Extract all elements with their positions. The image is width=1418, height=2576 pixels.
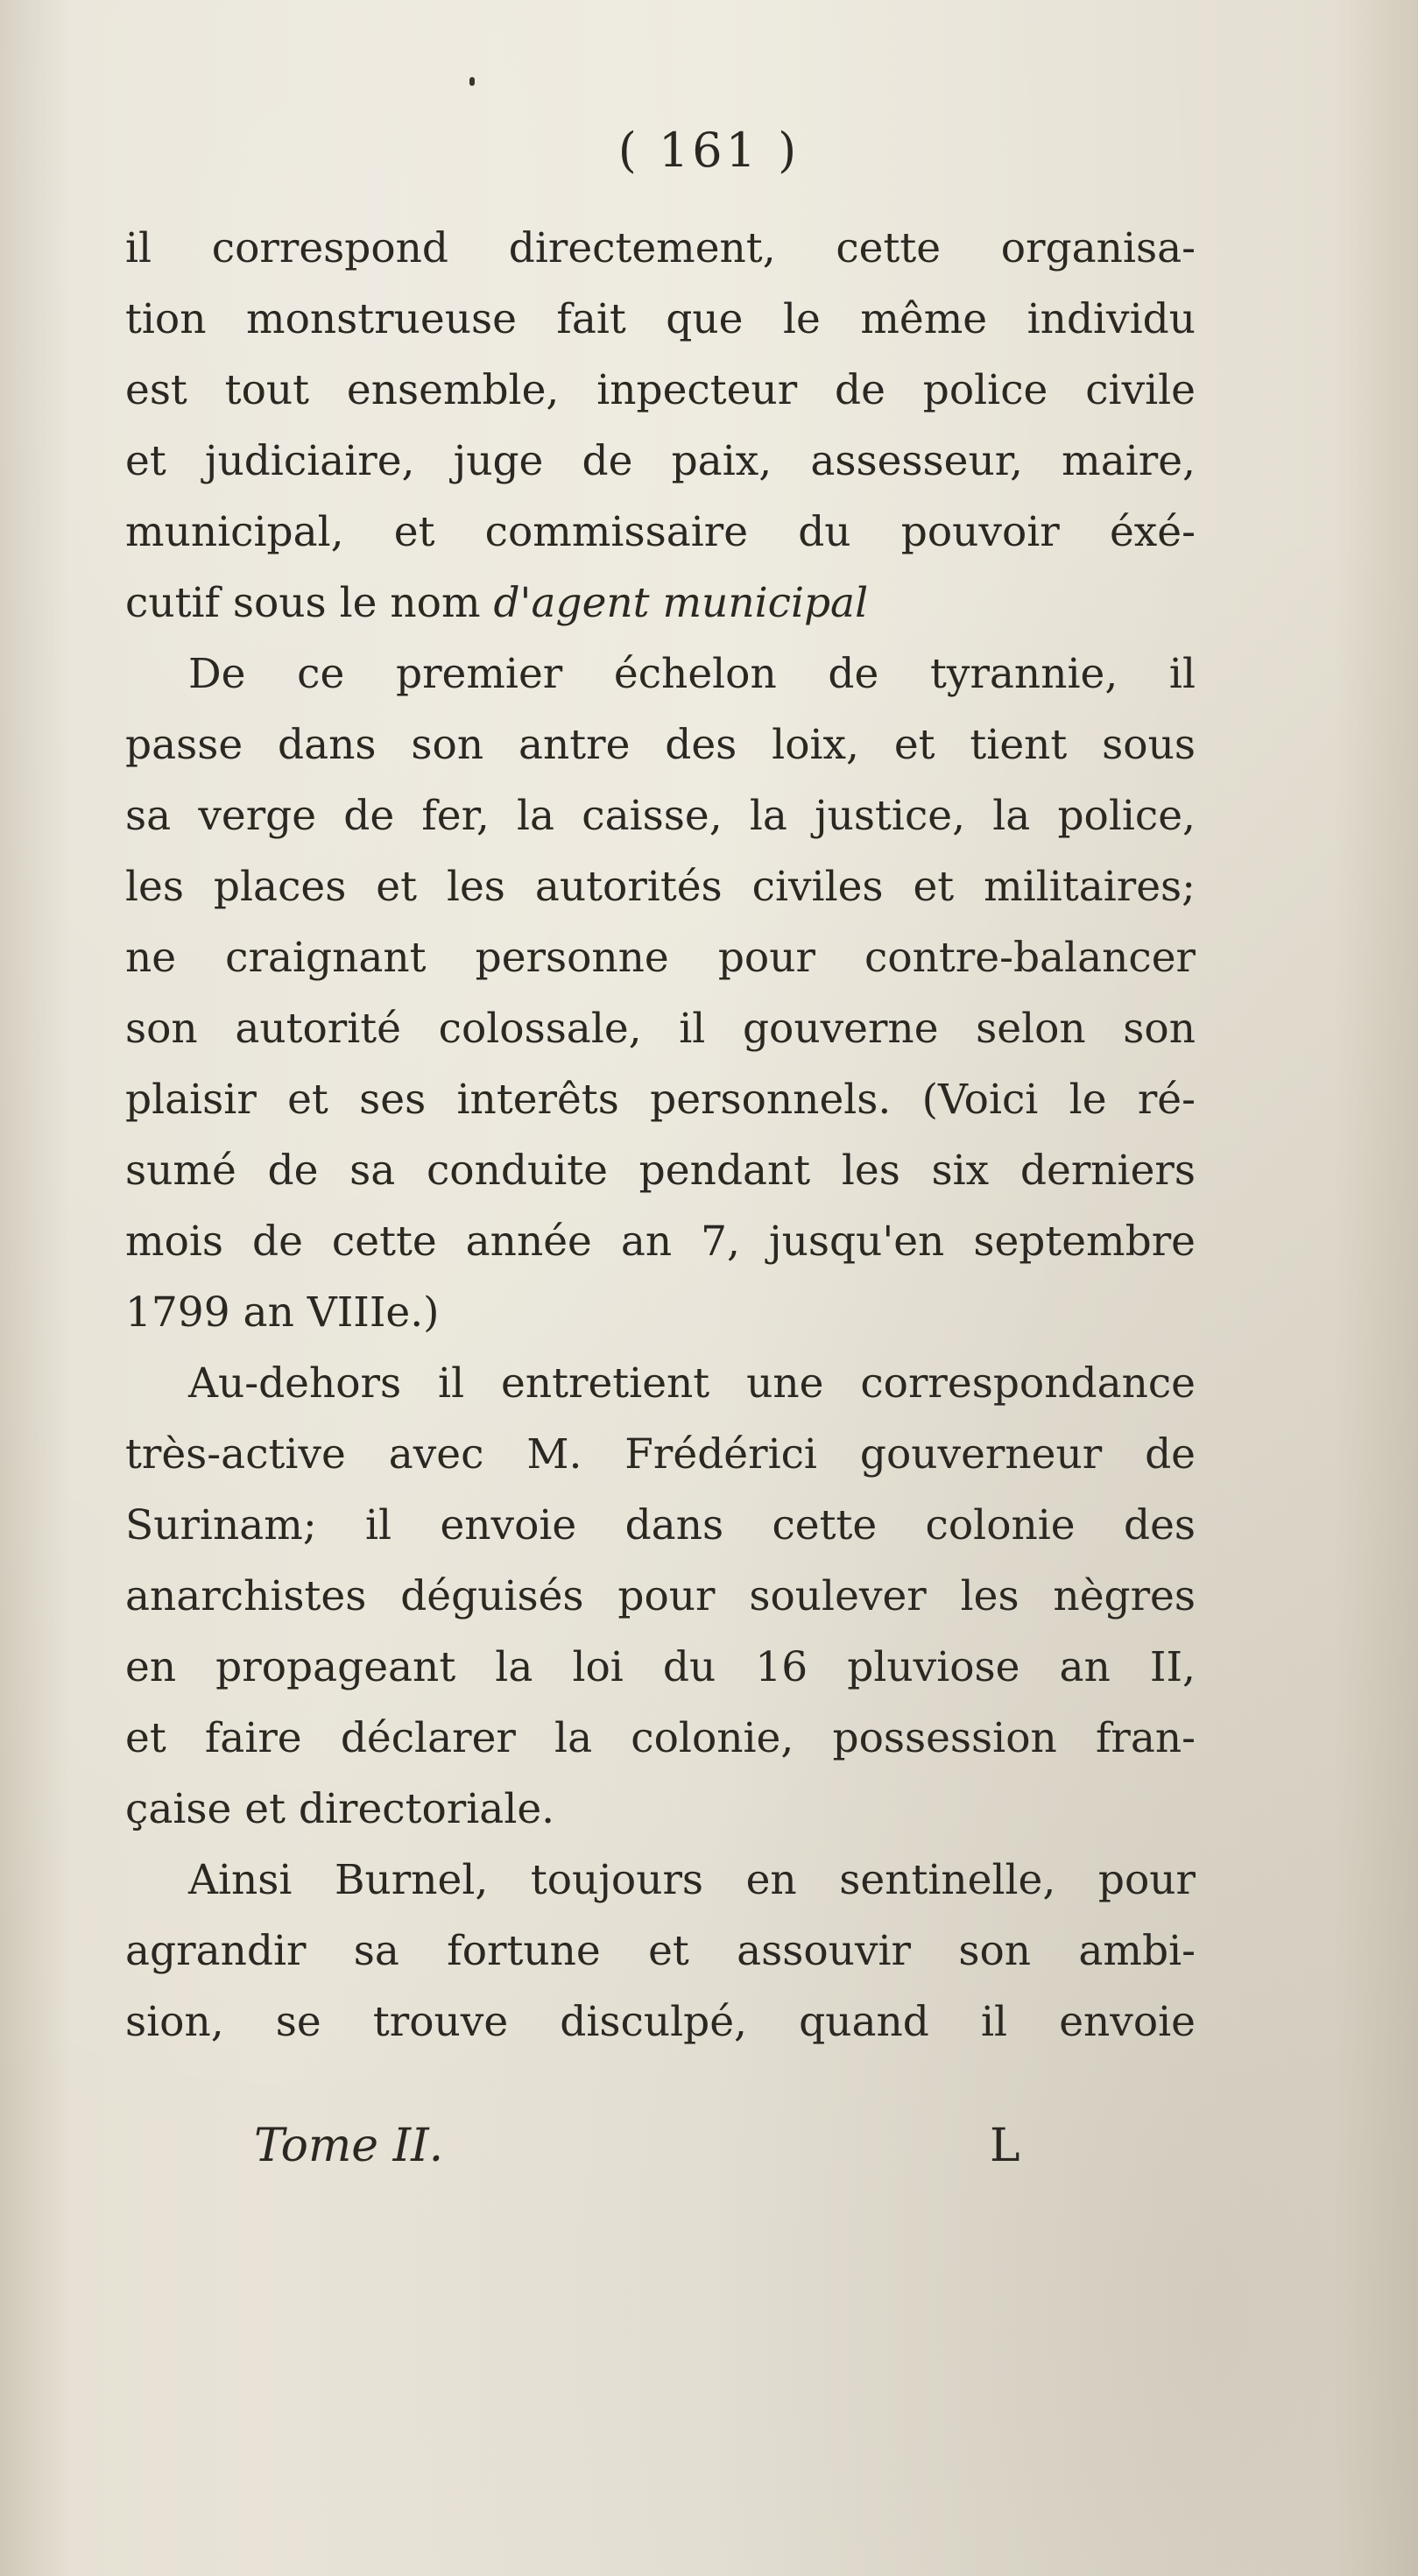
text-line: agrandir sa fortune et assouvir son ambi- bbox=[125, 1927, 1196, 1975]
text-line: et faire déclarer la colonie, possession fran- bbox=[125, 1714, 1196, 1762]
text-line-start: cutif sous le nom bbox=[125, 579, 494, 627]
text-line bbox=[125, 568, 1196, 639]
text-line: et judiciaire, juge de paix, assesseur, maire, bbox=[125, 437, 1196, 485]
page-footer bbox=[254, 2111, 1042, 2181]
text-line: sion, se trouve disculpé, quand il envoie bbox=[125, 1998, 1196, 2046]
text-line: ne craignant personne pour contre-balancer bbox=[125, 934, 1196, 982]
italic-phrase: d'agent municipal bbox=[493, 579, 869, 627]
text-line: sa verge de fer, la caisse, la justice, la police, bbox=[125, 792, 1196, 840]
text-line: il correspond directement, cette organisa- bbox=[125, 224, 1196, 272]
text-line: municipal, et commissaire du pouvoir éxé- bbox=[125, 508, 1196, 556]
text-line: anarchistes déguisés pour soulever les nègres bbox=[125, 1572, 1196, 1620]
ink-speck bbox=[469, 77, 475, 86]
paragraph-first-line: Ainsi Burnel, toujours en sentinelle, pour bbox=[188, 1856, 1196, 1904]
text-line: est tout ensemble, inpecteur de police civile bbox=[125, 366, 1196, 414]
page-number: ( 161 ) bbox=[617, 123, 801, 178]
volume-label: Tome II. bbox=[254, 2120, 444, 2172]
text-line: plaisir et ses interêts personnels. (Voici le ré- bbox=[125, 1076, 1196, 1124]
text-line: les places et les autorités civiles et militaires; bbox=[125, 863, 1196, 911]
paragraph-first-line: Au-dehors il entretient une correspondance bbox=[188, 1359, 1196, 1408]
text-line: çaise et directoriale. bbox=[125, 1785, 555, 1833]
text-line: 1799 an VIIIe.) bbox=[125, 1288, 440, 1337]
text-line: Surinam; il envoie dans cette colonie des bbox=[125, 1501, 1196, 1549]
signature-mark: L bbox=[990, 2120, 1020, 2172]
text-line: sumé de sa conduite pendant les six derniers bbox=[125, 1147, 1196, 1195]
text-line: très-active avec M. Frédérici gouverneur de bbox=[125, 1430, 1196, 1479]
text-line: tion monstrueuse fait que le même individu bbox=[125, 295, 1196, 343]
paragraph-first-line: De ce premier échelon de tyrannie, il bbox=[188, 650, 1196, 698]
text-line: mois de cette année an 7, jusqu'en septembre bbox=[125, 1217, 1196, 1266]
text-line: passe dans son antre des loix, et tient sous bbox=[125, 721, 1196, 769]
text-line: son autorité colossale, il gouverne selon son bbox=[125, 1005, 1196, 1053]
text-line: en propageant la loi du 16 pluviose an II, bbox=[125, 1643, 1196, 1691]
